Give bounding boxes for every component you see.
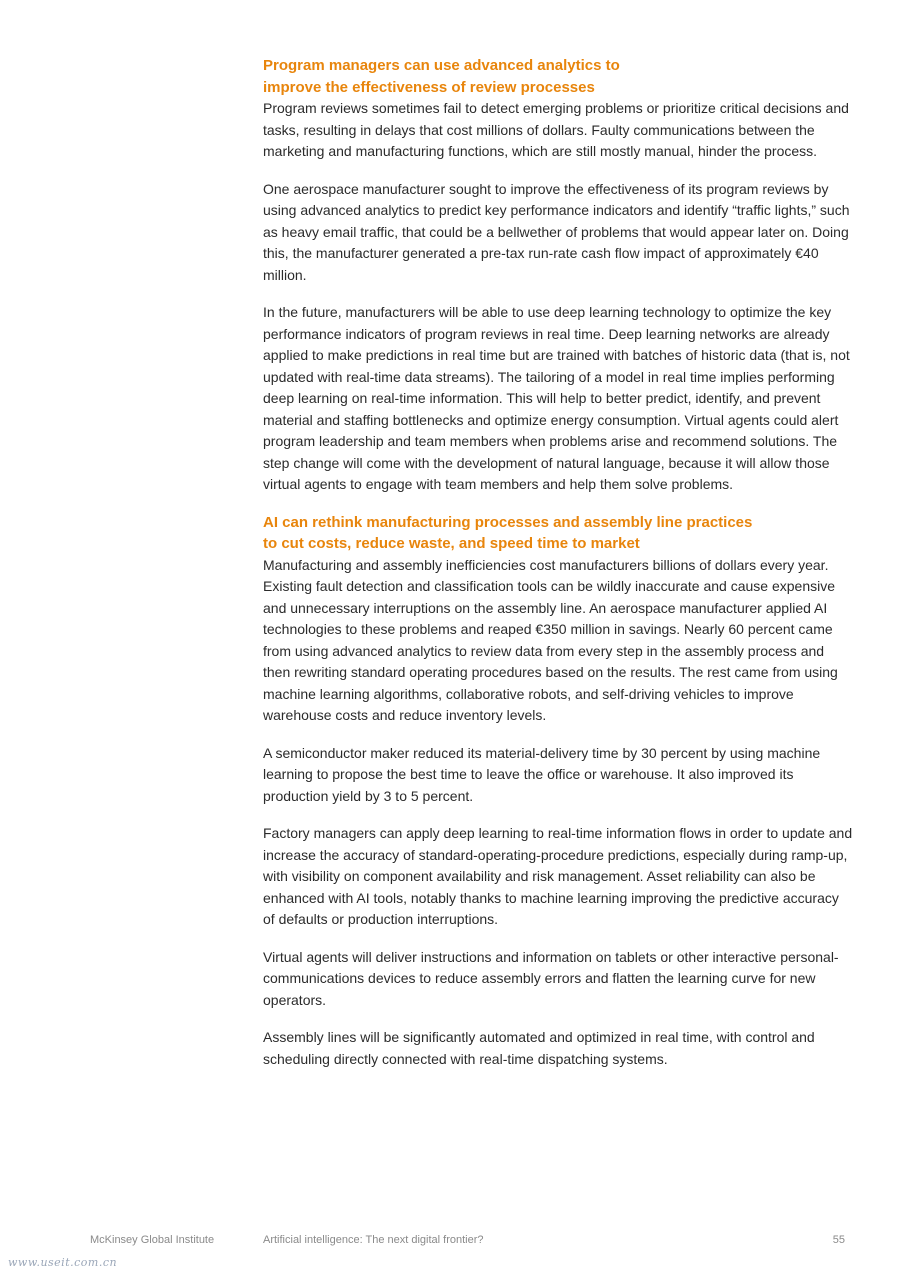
heading-line: improve the effectiveness of review processes — [263, 78, 595, 96]
footer-publication-title: Artificial intelligence: The next digital frontier? — [263, 1234, 484, 1246]
paragraph: A semiconductor maker reduced its material-delivery time by 30 percent by using machine learning to propose the best time to leave the office or warehouse. It also improved its production yield by 3 to 5 percent. — [263, 744, 821, 804]
paragraph: One aerospace manufacturer sought to improve the effectiveness of its program reviews by using advanced analytics to predict key performance indicators and identify “traffic lights,” such as heavy email traffic, that could be a bellwether of problems that would appear later on. Doing this, the manufacturer generated a pre-tax run-rate cash flow impact of approximately €40 million. — [263, 180, 850, 283]
heading-line: to cut costs, reduce waste, and speed time to market — [263, 535, 640, 552]
heading-line: AI can rethink manufacturing processes and assembly line practices — [263, 513, 753, 531]
paragraph: Factory managers can apply deep learning to real-time information flows in order to update and increase the accuracy of standard-operating-procedure predictions, especially during ramp-up, with visibility on component availability and risk management. Asset reliability can also be enhanced with AI tools, notably thanks to machine learning improving the predictive accuracy of defaults or production interruptions. — [263, 825, 853, 927]
paragraph: Manufacturing and assembly inefficiencies cost manufacturers billions of dollars every year. Existing fault detection and classification tools can be wildly inaccurate and cause expensive and unnecessary interruptions on the assembly line. An aerospace manufacturer applied AI technologies to these problems and reaped €350 million in savings. Nearly 60 percent came from using advanced analytics to review data from every step in the assembly process and then rewriting standard operating procedures based on the results. The rest came from using machine learning algorithms, collaborative robots, and self-driving vehicles to improve warehouse costs and reduce inventory levels. — [263, 556, 838, 723]
section-heading-manufacturing-processes — [263, 512, 853, 555]
watermark: www.useit.com.cn — [8, 1256, 118, 1269]
heading-line: Program managers can use advanced analytics to — [263, 57, 620, 74]
paragraph: Assembly lines will be significantly automated and optimized in real time, with control and scheduling directly connected with real-time dispatching systems. — [263, 1029, 815, 1067]
paragraph: Program reviews sometimes fail to detect emerging problems or prioritize critical decisions and tasks, resulting in delays that cost millions of dollars. Faulty communications between the marketing and manufacturing functions, which are still mostly manual, hinder the process. — [263, 100, 849, 159]
section-heading-program-managers — [263, 55, 853, 98]
page-number: 55 — [832, 1234, 845, 1246]
footer-organization: McKinsey Global Institute — [90, 1234, 215, 1246]
article-body — [263, 55, 853, 1086]
paragraph: Virtual agents will deliver instructions and information on tablets or other interactive personal-communications devices to reduce assembly errors and flatten the learning curve for new operators. — [263, 948, 839, 1008]
paragraph: In the future, manufacturers will be able to use deep learning technology to optimize the key performance indicators of program reviews in real time. Deep learning networks are already applied to make predictions in real time but are trained with batches of historic data (that is, not updated with real-time data streams). The tailoring of a model in real time implies performing deep learning on real-time information. This will help to better predict, identify, and prevent material and staffing bottlenecks and optimize energy consumption. Virtual agents could alert program leadership and team members when problems arise and recommend solutions. The step change will come with the development of natural language, because it will allow those virtual agents to engage with team members and help them solve problems. — [263, 304, 850, 492]
